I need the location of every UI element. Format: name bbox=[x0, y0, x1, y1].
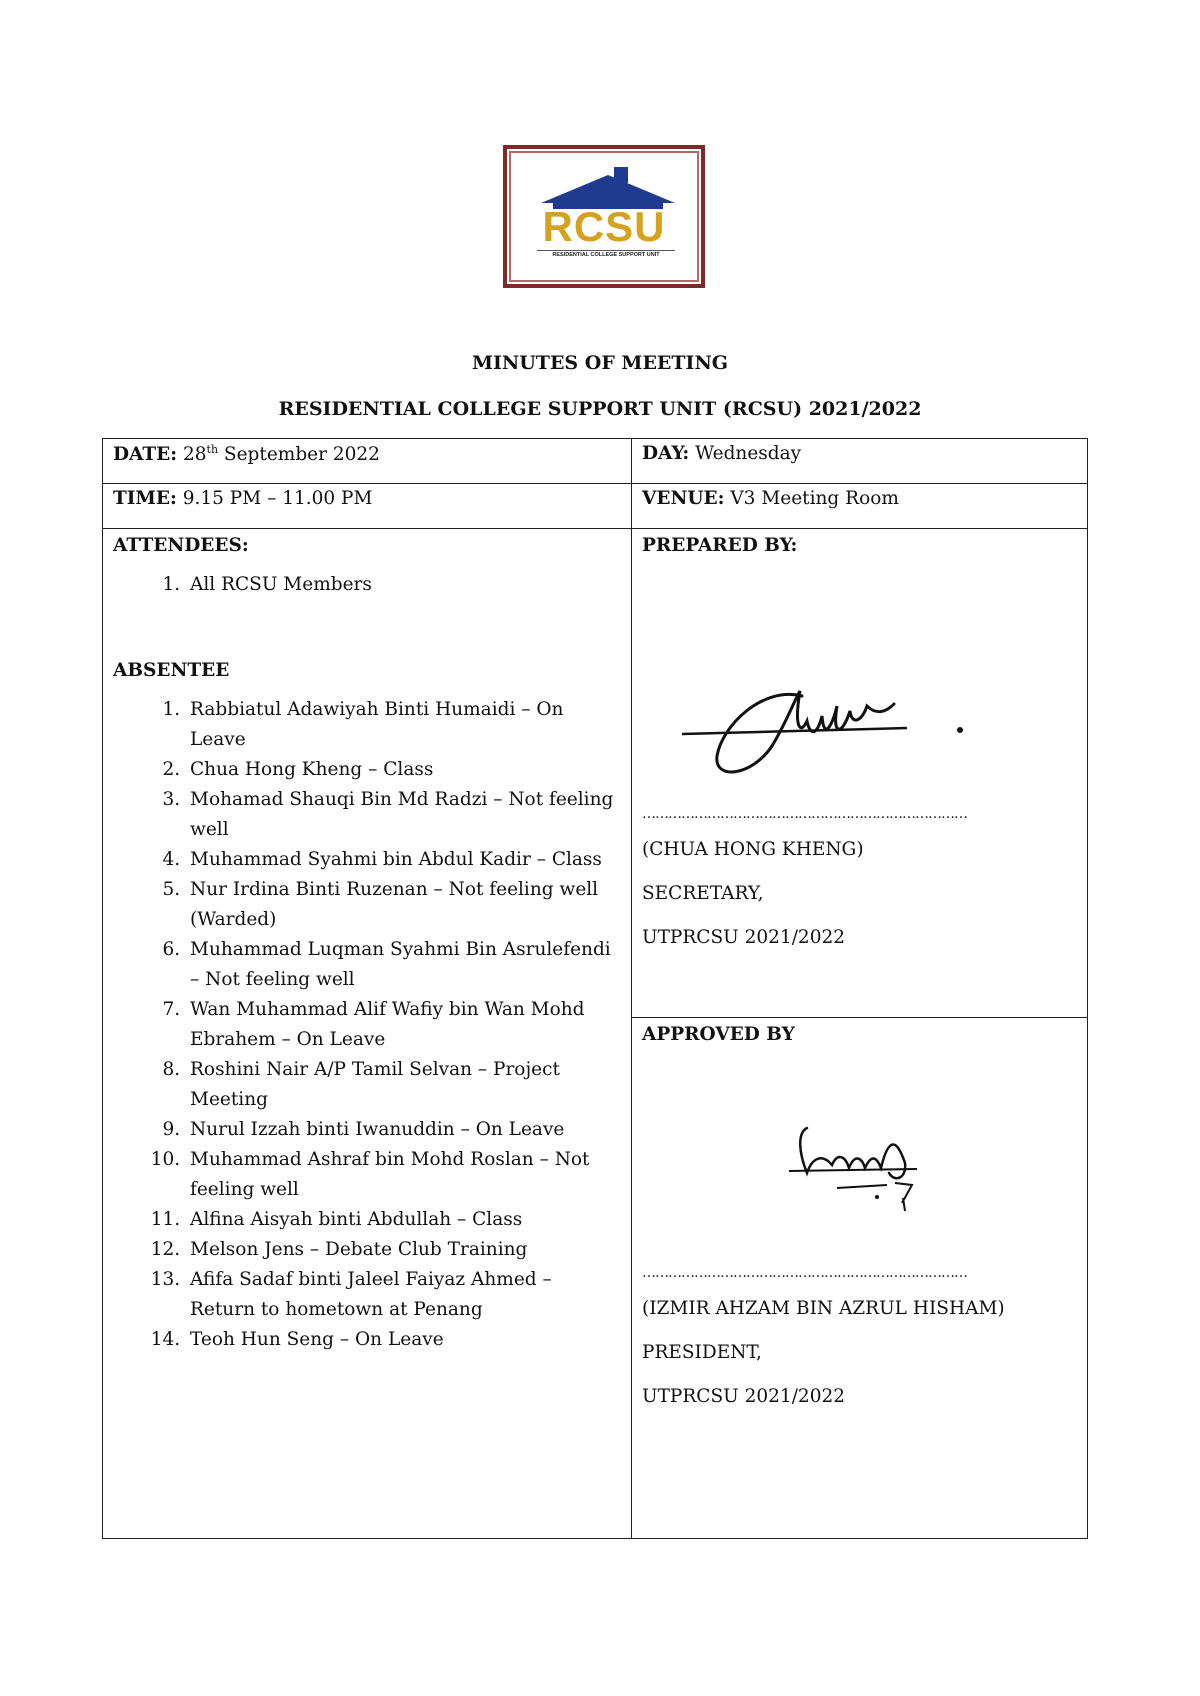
prepared-by-heading: PREPARED BY: bbox=[642, 535, 798, 556]
date-suffix: th bbox=[206, 443, 219, 456]
document-subtitle: RESIDENTIAL COLLEGE SUPPORT UNIT (RCSU) 2021/2022 bbox=[278, 398, 922, 420]
time-value: 9.15 PM – 11.00 PM bbox=[176, 488, 373, 509]
secretary-org: UTPRCSU 2021/2022 bbox=[642, 927, 846, 948]
logo-wordmark: RCSU bbox=[542, 203, 666, 250]
list-item: 14. Teoh Hun Seng – On Leave bbox=[186, 1325, 621, 1355]
president-name: (IZMIR AHZAM BIN AZRUL HISHAM) bbox=[642, 1298, 1005, 1319]
document-title: MINUTES OF MEETING bbox=[471, 352, 729, 374]
secretary-role: SECRETARY, bbox=[642, 883, 764, 904]
date-rest: September 2022 bbox=[218, 444, 380, 466]
list-item: 1. Rabbiatul Adawiyah Binti Humaidi – On Leave bbox=[186, 695, 621, 755]
list-item: 13. Afifa Sadaf binti Jaleel Faiyaz Ahmed – Return to hometown at Penang bbox=[186, 1265, 621, 1325]
list-item: 5. Nur Irdina Binti Ruzenan – Not feeling well (Warded) bbox=[186, 875, 621, 935]
logo-subtitle: RESIDENTIAL COLLEGE SUPPORT UNIT bbox=[537, 250, 675, 258]
absentee-list bbox=[113, 695, 621, 1355]
list-item: 6. Muhammad Luqman Syahmi Bin Asrulefendi – Not feeling well bbox=[186, 935, 621, 995]
prepared-by-cell bbox=[632, 529, 1088, 1018]
attendees-list bbox=[113, 570, 621, 600]
secretary-signature bbox=[642, 556, 1077, 806]
president-org: UTPRCSU 2021/2022 bbox=[642, 1386, 846, 1407]
day-cell bbox=[632, 439, 1088, 484]
day-value: Wednesday bbox=[689, 443, 802, 464]
list-item: 11. Alfina Aisyah binti Abdullah – Class bbox=[186, 1205, 621, 1235]
absentee-heading: ABSENTEE bbox=[113, 660, 230, 681]
approved-by-cell bbox=[632, 1018, 1088, 1539]
day-label: DAY: bbox=[642, 443, 690, 464]
list-item: 10. Muhammad Ashraf bin Mohd Roslan – Not feeling well bbox=[186, 1145, 621, 1205]
signature-icon bbox=[777, 1113, 977, 1233]
date-label: DATE: bbox=[113, 444, 178, 466]
approved-by-heading: APPROVED BY bbox=[642, 1024, 795, 1045]
president-signature bbox=[642, 1045, 1077, 1265]
list-item: 4. Muhammad Syahmi bin Abdul Kadir – Class bbox=[186, 845, 621, 875]
list-item: 8. Roshini Nair A/P Tamil Selvan – Project Meeting bbox=[186, 1055, 621, 1115]
minutes-table bbox=[102, 438, 1088, 1539]
secretary-name: (CHUA HONG KHENG) bbox=[642, 839, 864, 860]
venue-label: VENUE: bbox=[642, 488, 725, 509]
signature-line: ………………………………………………………………… bbox=[642, 1265, 967, 1281]
list-item: 7. Wan Muhammad Alif Wafiy bin Wan Mohd Ebrahem – On Leave bbox=[186, 995, 621, 1055]
list-item: 9. Nurul Izzah binti Iwanuddin – On Leave bbox=[186, 1115, 621, 1145]
time-label: TIME: bbox=[113, 488, 177, 509]
date-day: 28 bbox=[182, 444, 207, 466]
attendees-heading: ATTENDEES: bbox=[113, 535, 249, 556]
list-item: 3. Mohamad Shauqi Bin Md Radzi – Not feeling well bbox=[186, 785, 621, 845]
venue-value: V3 Meeting Room bbox=[724, 488, 899, 509]
date-cell bbox=[103, 439, 632, 484]
list-item: 2. Chua Hong Kheng – Class bbox=[186, 755, 621, 785]
president-role: PRESIDENT, bbox=[642, 1342, 762, 1363]
list-item: 1. All RCSU Members bbox=[186, 570, 621, 600]
venue-cell bbox=[632, 484, 1088, 529]
list-item: 12. Melson Jens – Debate Club Training bbox=[186, 1235, 621, 1265]
rcsu-logo bbox=[503, 145, 705, 288]
signature-icon bbox=[682, 666, 982, 796]
attendance-cell bbox=[103, 529, 632, 1539]
time-cell bbox=[103, 484, 632, 529]
signature-line: ………………………………………………………………… bbox=[642, 806, 967, 822]
